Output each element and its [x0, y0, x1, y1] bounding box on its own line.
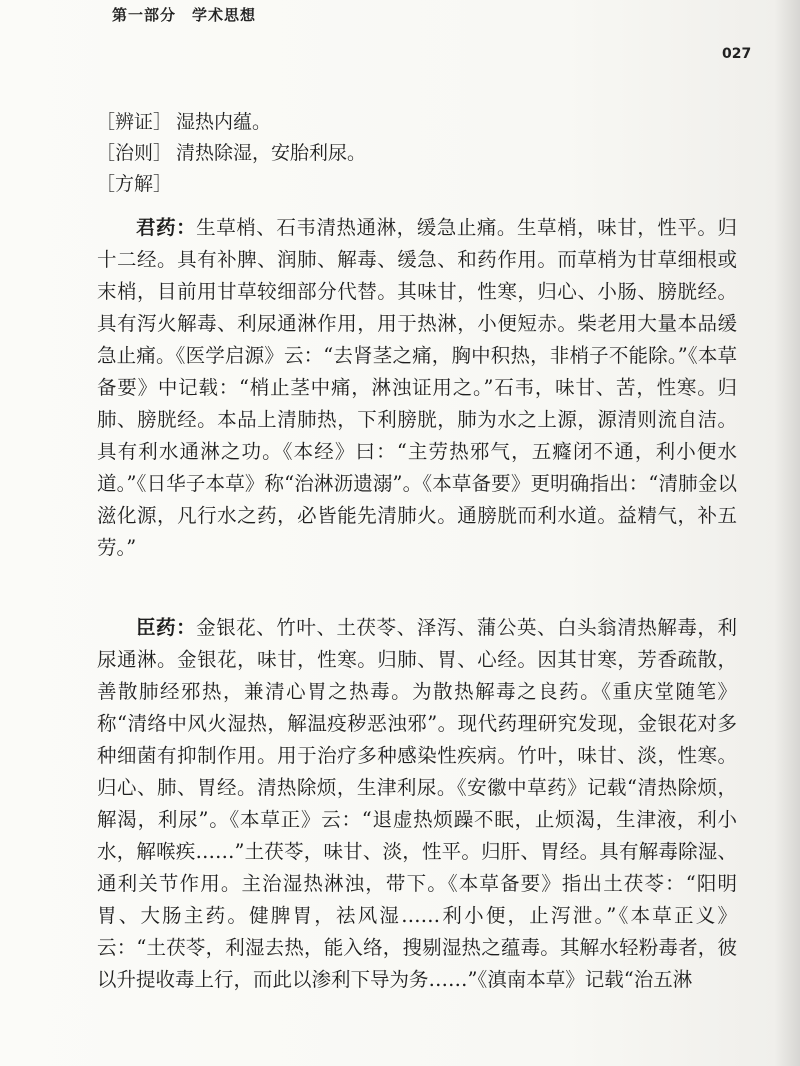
heading-text: 清热除湿，安胎利尿。 [176, 142, 367, 164]
heading-text: 湿热内蕴。 [176, 111, 272, 133]
paragraph-body: 生草梢、石韦清热通淋，缓急止痛。生草梢，味甘，性平。归十二经。具有补脾、润肺、解毒、缓急、和药作用。而草梢为甘草细根或末梢，目前用甘草较细部分代替。其味甘，性寒，归心、小肠、膀胱经。具有泻火解毒、利尿通淋作用，用于热淋，小便短赤。柴老用大量本品缓急止痛。《医学启源》云：“去肾茎之痛，胸中积热，非梢子不能除。”《本草备要》中记载：“梢止茎中痛，淋浊证用之。”石韦，味甘、苦，性寒。归肺、膀胱经。本品上清肺热，下利膀胱，肺为水之上源，源清则流自洁。具有利水通淋之功。《本经》曰：“主劳热邪气，五癃闭不通，利小便水道。”《日华子本草》称“治淋沥遗溺”。《本草备要》更明确指出：“清肺金以滋化源，凡行水之药，必皆能先清肺火。通膀胱而利水道。益精气，补五劳。” [97, 216, 737, 559]
running-head: 第一部分 学术思想 [112, 6, 257, 24]
heading-term: ［方解］ [96, 173, 173, 195]
paragraph-lead: 君药： [136, 216, 197, 239]
heading-fangjie [96, 169, 366, 199]
section-headings [96, 106, 366, 199]
page-number: 027 [722, 46, 752, 62]
heading-term: ［治则］ [96, 142, 173, 164]
heading-term: ［辨证］ [96, 111, 173, 133]
page-edge-shadow [774, 0, 800, 1066]
paragraph-chen-yao [97, 612, 737, 996]
paragraph-jun-yao [97, 212, 737, 564]
paragraph-body: 金银花、竹叶、土茯苓、泽泻、蒲公英、白头翁清热解毒，利尿通淋。金银花，味甘，性寒。归肺、胃、心经。因其甘寒，芳香疏散，善散肺经邪热，兼清心胃之热毒。为散热解毒之良药。《重庆堂随笔》称“清络中风火湿热，解温疫秽恶浊邪”。现代药理研究发现，金银花对多种细菌有抑制作用。用于治疗多种感染性疾病。竹叶，味甘、淡，性寒。归心、肺、胃经。清热除烦，生津利尿。《安徽中草药》记载“清热除烦，解渴，利尿”。《本草正》云：“退虚热烦躁不眠，止烦渴，生津液，利小水，解喉疾……”土茯苓，味甘、淡，性平。归肝、胃经。具有解毒除湿、通利关节作用。主治湿热淋浊，带下。《本草备要》指出土茯苓：“阳明胃、大肠主药。健脾胃，祛风湿……利小便，止泻泄。”《本草正义》云：“土茯苓，利湿去热，能入络，搜剔湿热之蕴毒。其解水轻粉毒者，彼以升提收毒上行，而此以渗利下导为务……”《滇南本草》记载“治五淋 [97, 616, 737, 991]
heading-bianzheng [96, 107, 366, 137]
paragraph-lead: 臣药： [136, 616, 197, 639]
heading-zhize [96, 138, 366, 168]
